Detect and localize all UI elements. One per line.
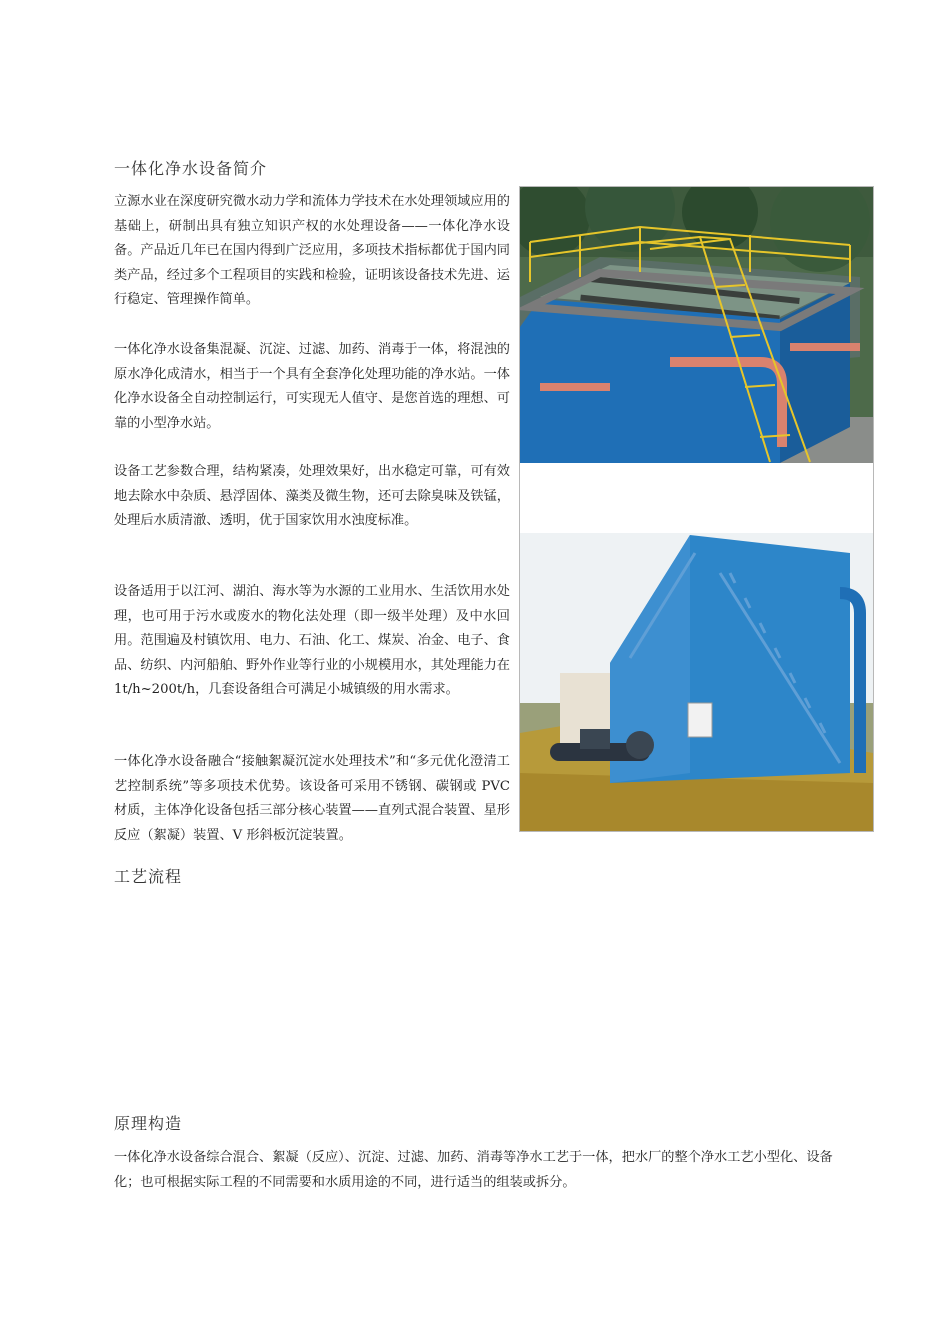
process-title: 工艺流程 — [114, 867, 183, 886]
principle-text: 一体化净水设备综合混合、絮凝（反应）、沉淀、过滤、加药、消毒等净水工艺于一体，把水厂的整个净水工艺小型化、设备化；也可根据实际工程的不同需要和水质用途的不同，进行适当的组装或拆分。 — [114, 1150, 833, 1190]
intro-paragraph-2: 一体化净水设备集混凝、沉淀、过滤、加药、消毒于一体，将混浊的原水净化成清水，相当于一个具有全套净化处理功能的净水站。一体化净水设备全自动控制运行，可实现无人值守、是您首选的理想、可靠的小型净水站。 — [114, 342, 510, 431]
enclosed-tank-photo — [520, 533, 873, 831]
intro-title: 一体化净水设备简介 — [114, 159, 268, 178]
installed-tank-photo — [520, 187, 873, 463]
intro-paragraph-3: 设备工艺参数合理，结构紧凑，处理效果好，出水稳定可靠，可有效地去除水中杂质、悬浮固体、藻类及微生物，还可去除臭味及铁锰，处理后水质清澈、透明，优于国家饮用水浊度标准。 — [114, 464, 510, 528]
intro-paragraph-5: 一体化净水设备融合“接触絮凝沉淀水处理技术”和“多元优化澄清工艺控制系统”等多项技术优势。该设备可采用不锈钢、碳钢或 PVC 材质，主体净化设备包括三部分核心装置——直列式混合装置、星形反应（絮凝）装置、V 形斜板沉淀装置。 — [114, 754, 510, 843]
equipment-photo-frame — [519, 186, 874, 832]
intro-paragraph-4: 设备适用于以江河、湖泊、海水等为水源的工业用水、生活饮用水处理，也可用于污水或废水的物化法处理（即一级半处理）及中水回用。范围遍及村镇饮用、电力、石油、化工、煤炭、冶金、电子、食品、纺织、内河船舶、野外作业等行业的小规模用水，其处理能力在 1t/h~200t/h，几套设备组合可满足小城镇级的用水需求。 — [114, 584, 510, 697]
intro-paragraph-1: 立源水业在深度研究微水动力学和流体力学技术在水处理领域应用的基础上，研制出具有独立知识产权的水处理设备——一体化净水设备。产品近几年已在国内得到广泛应用，多项技术指标都优于国内同类产品，经过多个工程项目的实践和检验，证明该设备技术先进、运行稳定、管理操作简单。 — [114, 194, 510, 307]
principle-title: 原理构造 — [114, 1114, 183, 1133]
